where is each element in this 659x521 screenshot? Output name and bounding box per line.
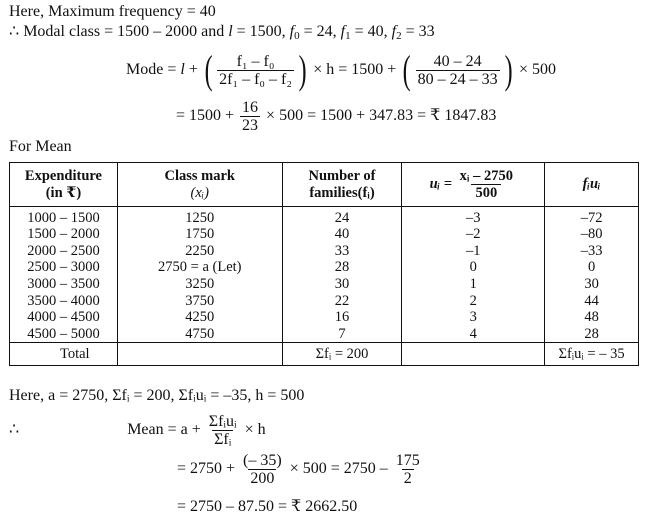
value-numerator: 40 – 24 bbox=[433, 52, 482, 70]
header-ui-numerator: xᵢ – 2750 bbox=[459, 168, 513, 184]
f2-value: = 33 bbox=[405, 23, 435, 40]
header-class-mark bbox=[117, 163, 282, 207]
close-paren-2: ) bbox=[504, 47, 513, 93]
ui-cell: 3 bbox=[402, 309, 545, 326]
expenditure-cell: 1000 – 1500 bbox=[10, 207, 118, 227]
mode-result-value: × 500 = 1500 + 347.83 = ₹ 1847.83 bbox=[266, 107, 497, 124]
fiui-cell: 48 bbox=[545, 309, 639, 326]
ui-cell: 2 bbox=[402, 292, 545, 309]
header-families-label: Number of bbox=[308, 167, 376, 184]
table-row bbox=[10, 259, 639, 276]
total-empty-cell bbox=[117, 342, 282, 365]
total-label-cell bbox=[10, 342, 118, 365]
modal-class-line: ∴ Modal class = 1500 – 2000 and l = 1500, $f_0 = 24$, $f_1 = 40$, $f_2 = 33$ bbox=[9, 23, 435, 42]
table-header-row bbox=[10, 163, 639, 207]
ui-cell: 4 bbox=[402, 326, 545, 343]
families-cell: 28 bbox=[282, 259, 402, 276]
table-row bbox=[10, 292, 639, 309]
ui-cell: 1 bbox=[402, 276, 545, 293]
expenditure-cell: 2500 – 3000 bbox=[10, 259, 118, 276]
total-f-value: Σfᵢ = 200 bbox=[315, 345, 369, 362]
modal-class-text: Modal class = 1500 – 2000 and bbox=[23, 23, 225, 40]
header-expenditure-label: Expenditure bbox=[24, 167, 102, 184]
open-paren-2: ( bbox=[402, 47, 411, 93]
table-row bbox=[10, 226, 639, 243]
expenditure-cell: 1500 – 2000 bbox=[10, 226, 118, 243]
mean-sub-middle: × 500 = 2750 – bbox=[289, 460, 388, 477]
fiui-cell: –80 bbox=[545, 226, 639, 243]
table-body bbox=[10, 207, 639, 343]
total-label: Total bbox=[60, 345, 90, 362]
families-cell: 7 bbox=[282, 326, 402, 343]
times-h-text: × h = 1500 + bbox=[313, 61, 397, 78]
mode-label: Mode bbox=[126, 61, 164, 78]
formula-denominator: 2f₁ – f₀ – f₂ bbox=[219, 70, 292, 88]
mean-givens-line bbox=[9, 386, 304, 406]
class-mark-cell: 2750 = a (Let) bbox=[117, 259, 282, 276]
expenditure-cell: 2000 – 2500 bbox=[10, 243, 118, 260]
total-fu-value: Σfᵢuᵢ = – 35 bbox=[558, 345, 625, 362]
mean-sub-denominator: 200 bbox=[250, 469, 275, 487]
families-cell: 33 bbox=[282, 243, 402, 260]
mean-sub-fraction bbox=[241, 452, 284, 487]
table-row bbox=[10, 243, 639, 260]
mean-sub-numerator-2: 175 bbox=[395, 451, 420, 469]
families-cell: 40 bbox=[282, 226, 402, 243]
header-families-label-2: families(fᵢ) bbox=[309, 184, 375, 201]
header-class-mark-symbol: (xᵢ) bbox=[190, 184, 209, 201]
mean-substitution-line bbox=[177, 450, 424, 488]
fiui-cell: 44 bbox=[545, 292, 639, 309]
class-mark-cell: 3750 bbox=[117, 292, 282, 309]
mean-eq-a-plus: = a + bbox=[167, 421, 201, 438]
families-cell: 24 bbox=[282, 207, 402, 227]
ui-cell: –2 bbox=[402, 226, 545, 243]
fiui-cell: –72 bbox=[545, 207, 639, 227]
mean-sub-denominator-2: 2 bbox=[403, 469, 412, 487]
header-fiui bbox=[545, 163, 639, 207]
header-ui-denominator: 500 bbox=[471, 184, 501, 201]
header-expenditure bbox=[10, 163, 118, 207]
mode-result-prefix: = 1500 + bbox=[176, 107, 235, 124]
header-ui-lhs: uᵢ = bbox=[429, 175, 453, 192]
for-mean-text: For Mean bbox=[9, 138, 72, 155]
mean-sub-fraction-2 bbox=[394, 452, 422, 487]
mode-result-line bbox=[176, 98, 496, 134]
f1-value: = 40, bbox=[354, 23, 388, 40]
class-mark-cell: 1750 bbox=[117, 226, 282, 243]
mean-sub-numerator: (– 35) bbox=[243, 451, 282, 469]
ui-cell: 0 bbox=[402, 259, 545, 276]
header-class-mark-label: Class mark bbox=[164, 167, 235, 184]
open-paren: ( bbox=[204, 47, 213, 93]
fiui-cell: 30 bbox=[545, 276, 639, 293]
close-paren: ) bbox=[298, 47, 307, 93]
mean-result-text: = 2750 – 87.50 = ₹ 2662.50 bbox=[177, 498, 358, 515]
mean-givens-text: Here, a = 2750, Σfᵢ = 200, Σfᵢuᵢ = –35, h = 500 bbox=[9, 387, 305, 404]
header-expenditure-unit: (in ₹) bbox=[45, 184, 82, 201]
max-frequency-text: Here, Maximum frequency = 40 bbox=[9, 3, 216, 20]
total-f-cell bbox=[282, 342, 402, 365]
header-fiui-label: fᵢuᵢ bbox=[582, 176, 601, 192]
mean-result-line bbox=[177, 497, 357, 517]
mean-times-h: × h bbox=[244, 421, 266, 438]
equals-sign: = bbox=[167, 61, 177, 78]
class-mark-cell: 2250 bbox=[117, 243, 282, 260]
sixteen-over-23 bbox=[240, 99, 260, 134]
expenditure-cell: 4000 – 4500 bbox=[10, 309, 118, 326]
expenditure-cell: 3500 – 4000 bbox=[10, 292, 118, 309]
l-value: = 1500, bbox=[236, 23, 286, 40]
header-ui bbox=[402, 163, 545, 207]
ui-cell: –1 bbox=[402, 243, 545, 260]
class-mark-cell: 3250 bbox=[117, 276, 282, 293]
expenditure-cell: 4500 – 5000 bbox=[10, 326, 118, 343]
mean-denominator: Σfᵢ bbox=[214, 430, 232, 448]
mean-numerator: Σfᵢuᵢ bbox=[208, 412, 237, 430]
value-denominator: 80 – 24 – 33 bbox=[417, 70, 498, 88]
families-cell: 16 bbox=[282, 309, 402, 326]
mean-formula-line bbox=[9, 410, 266, 450]
mean-sub-prefix: = 2750 + bbox=[177, 460, 236, 477]
mean-formula-fraction bbox=[207, 413, 239, 448]
mode-formula-line: Mode = l + ( $\frac{\text{f₁ – f₀}}{\text{2f₁ – f₀ – f₂}}$ ) × h = 1500 + ( $\frac{40 - 24}{80 - 24 - 33}$ ) × 500 bbox=[126, 47, 556, 93]
formula-numerator: f₁ – f₀ bbox=[236, 52, 275, 70]
fiui-cell: –33 bbox=[545, 243, 639, 260]
max-frequency-line bbox=[9, 2, 216, 22]
plus-sign: + bbox=[188, 61, 198, 78]
mean-label: Mean bbox=[127, 421, 164, 438]
class-mark-cell: 4750 bbox=[117, 326, 282, 343]
header-ui-fraction bbox=[456, 168, 517, 201]
families-cell: 22 bbox=[282, 292, 402, 309]
table-row bbox=[10, 309, 639, 326]
mode-value-fraction bbox=[416, 53, 500, 88]
ui-cell: –3 bbox=[402, 207, 545, 227]
therefore-symbol: ∴ bbox=[9, 23, 20, 40]
total-fu-cell bbox=[545, 342, 639, 365]
for-mean-heading bbox=[9, 137, 72, 157]
header-families bbox=[282, 163, 402, 207]
expenditure-cell: 3000 – 3500 bbox=[10, 276, 118, 293]
times-500-text: × 500 bbox=[518, 61, 556, 78]
table-total-row bbox=[10, 342, 639, 365]
mode-formula-fraction bbox=[217, 53, 294, 88]
frac-16: 16 bbox=[242, 98, 259, 116]
families-cell: 30 bbox=[282, 276, 402, 293]
therefore-symbol-2: ∴ bbox=[9, 421, 20, 438]
total-empty-cell-2 bbox=[402, 342, 545, 365]
f0-value: = 24, bbox=[303, 23, 337, 40]
fiui-cell: 0 bbox=[545, 259, 639, 276]
fiui-cell: 28 bbox=[545, 326, 639, 343]
class-mark-cell: 4250 bbox=[117, 309, 282, 326]
frac-23: 23 bbox=[242, 116, 259, 134]
table-row bbox=[10, 207, 639, 227]
table-row bbox=[10, 276, 639, 293]
table-row bbox=[10, 326, 639, 343]
class-mark-cell: 1250 bbox=[117, 207, 282, 227]
frequency-table bbox=[9, 162, 639, 366]
